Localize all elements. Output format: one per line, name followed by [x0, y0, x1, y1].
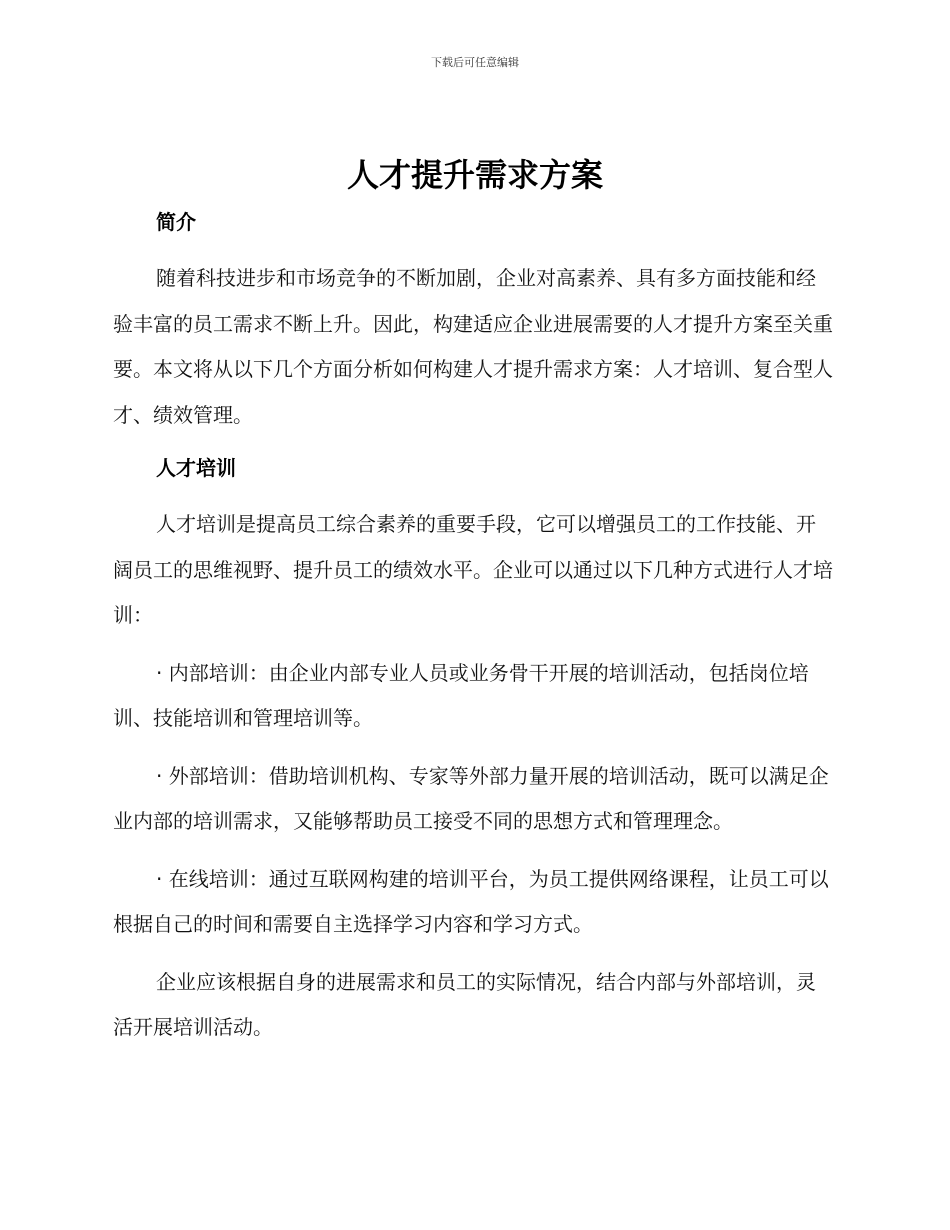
section-heading-training: 人才培训: [156, 456, 236, 480]
document-body: [113, 204, 833, 1063]
intro-paragraph: 随着科技进步和市场竞争的不断加剧，企业对高素养、具有多方面技能和经验丰富的员工需求不断上升。因此，构建适应企业进展需要的人才提升方案至关重要。本文将从以下几个方面分析如何构建人才提升需求方案：人才培训、复合型人才、绩效管理。: [113, 266, 833, 427]
page-header-note: 下载后可任意编辑: [431, 56, 519, 69]
bullet-online-training: · 在线培训：通过互联网构建的培训平台，为员工提供网络课程，让员工可以根据自己的时间和需要自主选择学习内容和学习方式。: [113, 866, 829, 936]
document-title: 人才提升需求方案: [346, 156, 603, 194]
section-heading-intro: 简介: [156, 210, 196, 234]
training-intro-paragraph: 人才培训是提高员工综合素养的重要手段，它可以增强员工的工作技能、开阔员工的思维视野、提升员工的绩效水平。企业可以通过以下几种方式进行人才培训：: [113, 512, 833, 627]
bullet-external-training: · 外部培训：借助培训机构、专家等外部力量开展的培训活动，既可以满足企业内部的培训需求，又能够帮助员工接受不同的思想方式和管理理念。: [113, 763, 829, 833]
bullet-internal-training: · 内部培训：由企业内部专业人员或业务骨干开展的培训活动，包括岗位培训、技能培训和管理培训等。: [113, 660, 809, 730]
training-conclusion-paragraph: 企业应该根据自身的进展需求和员工的实际情况，结合内部与外部培训，灵活开展培训活动。: [113, 969, 816, 1039]
